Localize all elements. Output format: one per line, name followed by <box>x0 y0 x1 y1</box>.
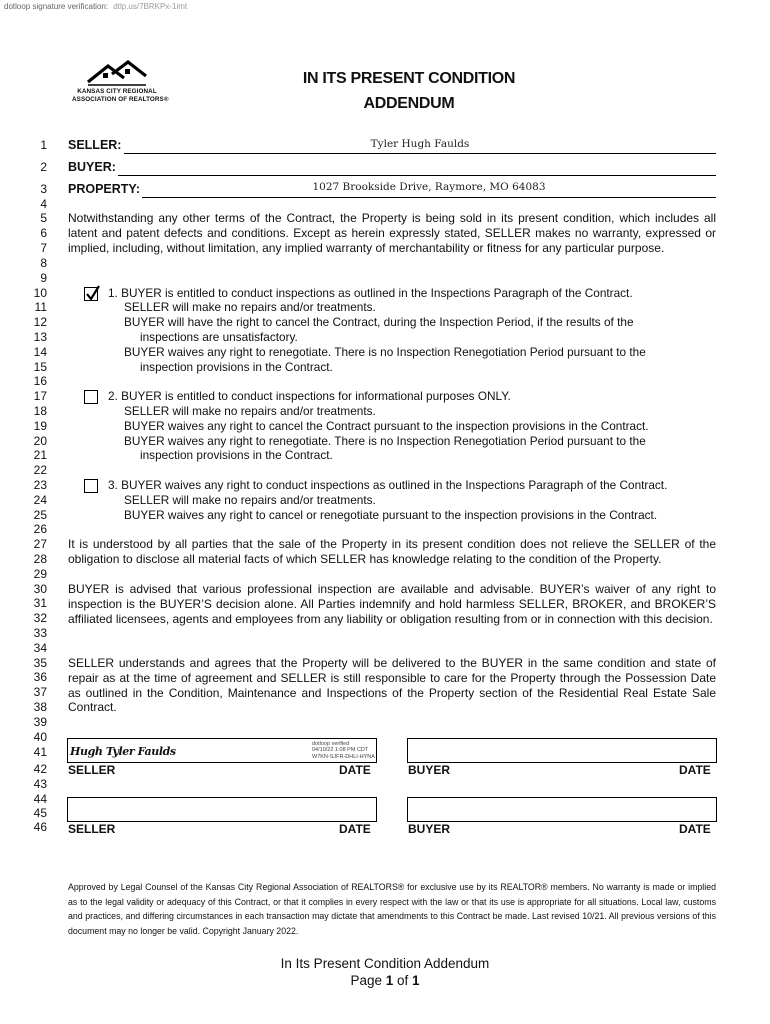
line-number: 37 <box>33 685 47 699</box>
line-number: 46 <box>33 820 47 834</box>
line-number: 32 <box>33 611 47 625</box>
line-number: 44 <box>33 792 47 806</box>
line-number: 26 <box>33 522 47 536</box>
dotloop-stamp-line: 04/10/22 1:08 PM CDT <box>312 747 369 754</box>
seller-field[interactable]: Tyler Hugh Faulds <box>370 138 470 150</box>
line-number: 23 <box>33 478 47 492</box>
line-number: 3 <box>40 182 47 196</box>
option-3-line: BUYER waives any right to cancel or renegotiate pursuant to the inspection provisions in the Contract. <box>124 508 658 522</box>
seller-signature-label: SELLER <box>68 822 116 836</box>
option-2-line: inspection provisions in the Contract. <box>140 448 333 462</box>
line-number: 9 <box>40 271 47 285</box>
option-1-line: inspection provisions in the Contract. <box>140 360 333 374</box>
page-footer <box>0 955 770 989</box>
option-1-line: BUYER will have the right to cancel the Contract, during the Inspection Period, if the results of the <box>124 315 634 329</box>
verification-link[interactable]: dtlp.us/7BRKPx-1imt <box>113 2 188 11</box>
inspection-advisory-paragraph: BUYER is advised that various professional inspection are available and advisable. BUYER’s waiver of any right to inspection is the BUYER’S decision alone. All Parties indemnify and hold harmless SELLER, BROKER, and BROKER’S affiliated licensees, agents and employees from any liability or obligation resulting from or in connection with this decision. <box>68 582 716 626</box>
line-number: 11 <box>34 300 47 314</box>
line-number: 13 <box>33 330 47 344</box>
option-3-checkbox[interactable] <box>84 479 98 493</box>
line-number: 45 <box>33 806 47 820</box>
line-number: 42 <box>33 762 47 776</box>
checkmark-icon <box>84 284 102 302</box>
dotloop-verified-stamp <box>312 741 375 760</box>
line-number: 1 <box>40 138 47 152</box>
seller-signature-label: SELLER <box>68 763 116 777</box>
option-1-line: SELLER will make no repairs and/or treatments. <box>124 300 376 314</box>
footer-document-title: In Its Present Condition Addendum <box>280 956 490 971</box>
line-number: 36 <box>33 670 47 684</box>
line-number: 40 <box>33 730 47 744</box>
line-number: 28 <box>33 552 47 566</box>
page-total: 1 <box>412 973 420 988</box>
line-number: 24 <box>33 493 47 507</box>
line-number: 2 <box>40 160 47 174</box>
buyer-signature-label: BUYER <box>408 822 451 836</box>
property-field[interactable]: 1027 Brookside Drive, Raymore, MO 64083 <box>312 181 546 193</box>
option-2-checkbox[interactable] <box>84 390 98 404</box>
page-number: 1 <box>385 973 394 988</box>
buyer-signature-box-2[interactable] <box>407 797 717 822</box>
line-number: 43 <box>33 777 47 791</box>
line-number: 35 <box>33 656 47 670</box>
line-number: 27 <box>33 537 47 551</box>
option-1-checkbox[interactable] <box>84 287 98 301</box>
line-number: 18 <box>33 404 47 418</box>
seller-field-label: SELLER: <box>68 138 122 152</box>
intro-paragraph: Notwithstanding any other terms of the Contract, the Property is being sold in its present condition, which includes all latent and patent defects and conditions. Except as herein expressly stated, SELLER makes no warranty, expressed or implied, including, without limitation, any implied warranty of merchantability or fitness for any particular purpose. <box>68 211 716 255</box>
line-number: 8 <box>40 256 47 270</box>
buyer-field-underline <box>118 175 716 176</box>
line-number: 19 <box>33 419 47 433</box>
page-title <box>230 66 588 116</box>
property-field-underline <box>142 197 716 198</box>
property-field-label: PROPERTY: <box>68 182 140 196</box>
legal-disclaimer: Approved by Legal Counsel of the Kansas City Regional Association of REALTORS® for exclusive use by its REALTOR® members. No warranty is made or implied as to the legal validity or adequacy of this Contract, or that it complies in every respect with the law or that its use is appropriate for all situations. Local law, customs and practices, and differing circumstances in each transaction may dictate that amendments to this Contract be made. Last revised 10/21. All previous versions of this document may no longer be valid. Copyright January 2022. <box>68 882 716 936</box>
option-1-line: inspections are unsatisfactory. <box>140 330 298 344</box>
option-1-line: BUYER waives any right to renegotiate. There is no Inspection Renegotiation Period pursuant to the <box>124 345 646 359</box>
verification-label: dotloop signature verification: <box>4 2 109 11</box>
logo-line-1: KANSAS CITY REGIONAL <box>77 88 157 95</box>
seller-date-label: DATE <box>339 822 371 836</box>
line-number: 38 <box>33 700 47 714</box>
line-number: 14 <box>33 345 47 359</box>
option-2-line: BUYER waives any right to renegotiate. There is no Inspection Renegotiation Period pursuant to the <box>124 434 646 448</box>
seller-signature-box-2[interactable] <box>67 797 377 822</box>
title-line-2: ADDENDUM <box>363 95 455 112</box>
line-number: 16 <box>33 374 47 388</box>
page-indicator <box>0 972 770 989</box>
line-number: 30 <box>33 582 47 596</box>
buyer-signature-label: BUYER <box>408 763 451 777</box>
option-1-line: 1. BUYER is entitled to conduct inspections as outlined in the Inspections Paragraph of the Contract. <box>108 286 633 300</box>
buyer-date-label: DATE <box>679 822 711 836</box>
line-number: 15 <box>33 360 47 374</box>
dotloop-verification-bar <box>4 2 187 11</box>
line-number: 4 <box>40 197 47 211</box>
line-number: 39 <box>33 715 47 729</box>
option-2-line: SELLER will make no repairs and/or treatments. <box>124 404 376 418</box>
buyer-date-label: DATE <box>679 763 711 777</box>
line-number: 21 <box>33 448 47 462</box>
line-number: 10 <box>33 286 47 300</box>
house-roofs-icon <box>82 58 152 88</box>
dotloop-stamp-line: W7KN-SJFR-DHLI-HYNA <box>312 753 375 760</box>
disclosure-paragraph: It is understood by all parties that the sale of the Property in its present condition does not relieve the SELLER of the obligation to disclose all material facts of which SELLER has knowledge relating to the condition of the Property. <box>68 537 716 566</box>
line-number: 12 <box>33 315 47 329</box>
line-number: 33 <box>33 626 47 640</box>
buyer-signature-box-1[interactable] <box>407 738 717 763</box>
option-2-line: BUYER waives any right to cancel the Contract pursuant to the inspection provisions in the Contract. <box>124 419 649 433</box>
page-prefix: Page <box>350 973 382 988</box>
line-number: 20 <box>33 434 47 448</box>
line-number: 17 <box>33 389 47 403</box>
line-number: 41 <box>33 745 47 759</box>
buyer-field-label: BUYER: <box>68 160 116 174</box>
line-number: 7 <box>40 241 47 255</box>
kcrar-logo <box>72 58 169 110</box>
page-of: of <box>397 973 409 988</box>
dotloop-stamp-line: dotloop verified <box>312 741 350 747</box>
option-2-line: 2. BUYER is entitled to conduct inspections for informational purposes ONLY. <box>108 389 511 403</box>
seller-date-label: DATE <box>339 763 371 777</box>
option-3-line: 3. BUYER waives any right to conduct inspections as outlined in the Inspections Paragraph of the Contract. <box>108 478 668 492</box>
title-line-1: IN ITS PRESENT CONDITION <box>302 70 516 87</box>
line-number: 31 <box>33 596 47 610</box>
line-number: 6 <box>40 226 47 240</box>
seller-field-underline <box>124 153 716 154</box>
line-number: 22 <box>33 463 47 477</box>
property-condition-paragraph: SELLER understands and agrees that the Property will be delivered to the BUYER in the same condition and state of repair as at the time of agreement and SELLER is still responsible to care for the Property through the Possession Date as outlined in the Condition, Maintenance and Inspections of the Property section of the Residential Real Estate Sale Contract. <box>68 656 716 715</box>
seller-signature: Hugh Tyler Faulds <box>70 745 176 758</box>
line-number: 25 <box>33 508 47 522</box>
logo-line-2: ASSOCIATION OF REALTORS® <box>72 95 169 103</box>
line-number: 5 <box>40 211 47 225</box>
option-3-line: SELLER will make no repairs and/or treatments. <box>124 493 376 507</box>
line-number: 29 <box>33 567 47 581</box>
line-number: 34 <box>33 641 47 655</box>
